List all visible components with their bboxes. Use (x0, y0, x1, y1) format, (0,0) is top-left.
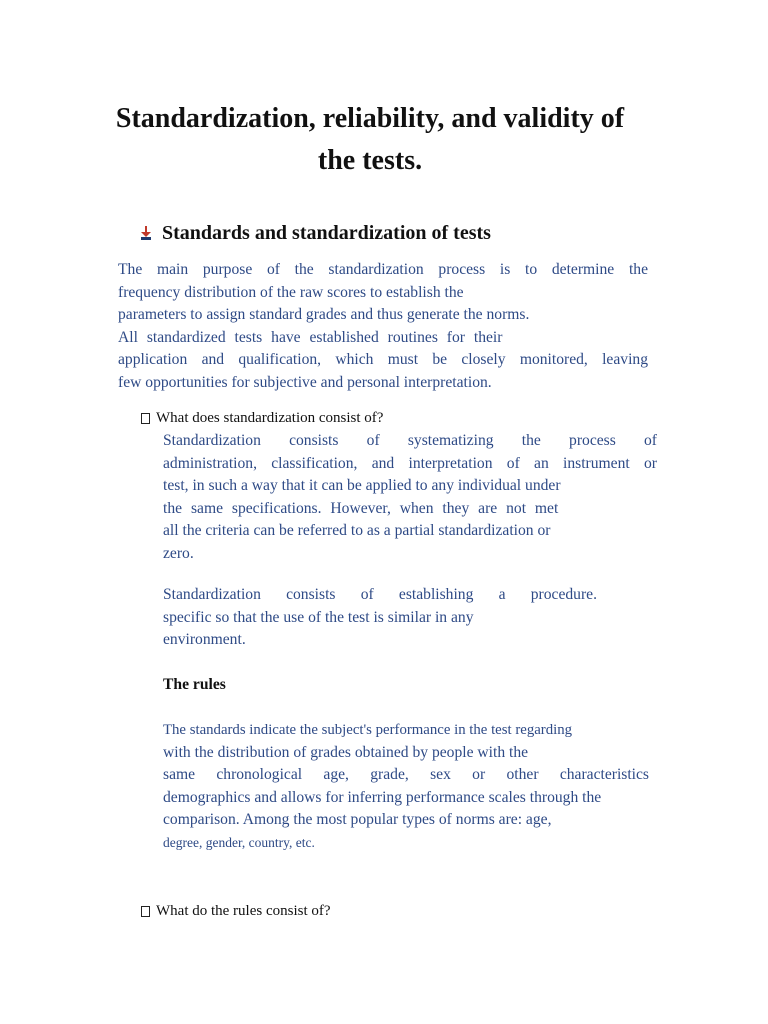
rules-line: demographics and allows for inferring performance scales through the (163, 788, 602, 806)
question-text: What do the rules consist of? (156, 903, 331, 919)
rules-paragraph (163, 719, 663, 855)
intro-line: application and qualification, which must be closely monitored, leaving (118, 351, 648, 369)
rules-heading: The rules (163, 676, 226, 693)
section-heading (140, 220, 491, 246)
rules-line: comparison. Among the most popular types of norms are: age, (163, 811, 552, 829)
checkbox-bullet-icon (141, 413, 150, 424)
title-line-1: Standardization, reliability, and validity of (115, 103, 625, 134)
section-heading-text: Standards and standardization of tests (162, 222, 491, 244)
std2-line: specific so that the use of the test is similar in any (163, 608, 474, 626)
intro-line: All standardized tests have established routines for their (118, 328, 503, 346)
intro-line: frequency distribution of the raw scores to establish the (118, 283, 464, 301)
std2-line: Standardization consists of establishing a procedure. (163, 586, 597, 603)
page-title (80, 98, 660, 182)
intro-line: The main purpose of the standardization process is to determine the (118, 261, 648, 278)
std1-line: zero. (163, 544, 194, 562)
standardization-paragraph-1 (163, 430, 657, 566)
question-standardization (141, 408, 383, 428)
checkbox-bullet-icon (141, 906, 150, 917)
intro-paragraph (118, 259, 648, 395)
question-text: What does standardization consist of? (156, 410, 384, 426)
std2-line: environment. (163, 631, 246, 649)
std1-line: the same specifications. However, when they are not met (163, 499, 559, 517)
question-rules (141, 901, 331, 921)
intro-line: parameters to assign standard grades and thus generate the norms. (118, 306, 530, 324)
std1-line: all the criteria can be referred to as a partial standardization or (163, 522, 551, 540)
std1-line: test, in such a way that it can be applied to any individual under (163, 477, 561, 495)
rules-line: degree, gender, country, etc. (163, 834, 315, 850)
std1-line: administration, classification, and interpretation of an instrument or (163, 454, 657, 472)
rules-line: The standards indicate the subject's performance in the test regarding (163, 722, 573, 738)
rules-line: with the distribution of grades obtained by people with the (163, 743, 529, 761)
intro-line: few opportunities for subjective and personal interpretation. (118, 373, 492, 391)
standardization-paragraph-2 (163, 584, 597, 652)
rules-line: same chronological age, grade, sex or other characteristics (163, 766, 649, 784)
std1-line: Standardization consists of systematizing the process of (163, 432, 657, 449)
arrow-bullet-icon (140, 226, 152, 240)
title-line-2: the tests. (317, 145, 423, 176)
